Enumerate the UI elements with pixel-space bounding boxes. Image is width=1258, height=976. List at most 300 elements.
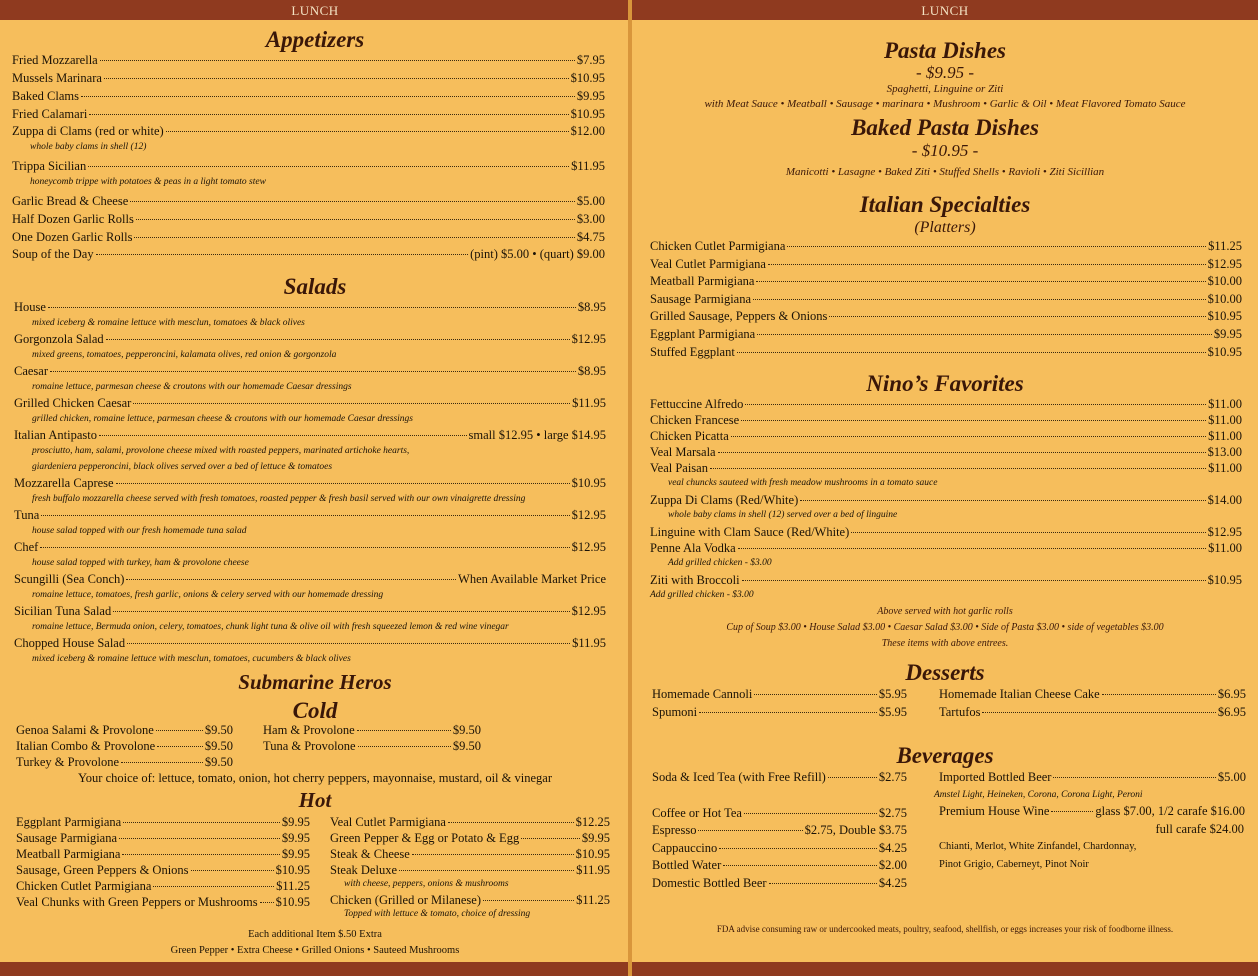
item-name: Half Dozen Garlic Rolls (12, 212, 134, 226)
item-name: Stuffed Eggplant (650, 344, 735, 359)
item-description: house salad topped with our fresh homemade tuna salad (32, 526, 247, 536)
item-name: Mussels Marinara (12, 71, 102, 85)
item-price: $11.95 (572, 396, 606, 410)
lunch-header: LUNCH (0, 0, 630, 20)
menu-item (12, 211, 605, 227)
item-price: $10.95 (570, 107, 605, 121)
item-name: Chicken Picatta (650, 429, 729, 443)
menu-item (650, 308, 1242, 324)
menu-item (263, 722, 481, 738)
item-name: Scungilli (Sea Conch) (14, 572, 125, 586)
item-price: $10.95 (1207, 309, 1242, 324)
menu-item (650, 460, 1242, 476)
dot-leader (104, 78, 569, 79)
pasta-sauces: with Meat Sauce • Meatball • Sausage • marinara • Mushroom • Garlic & Oil • Meat Flavored Tomato Sauce (704, 98, 1186, 110)
menu-item (650, 428, 1242, 444)
menu-item (330, 892, 610, 908)
dot-leader (719, 848, 877, 849)
dot-leader (50, 371, 576, 372)
menu-item (16, 722, 233, 738)
item-name: Baked Clams (12, 89, 80, 103)
menu-item (650, 273, 1242, 289)
italian-specialties-heading: Italian Specialties (859, 192, 1031, 217)
item-name: Imported Bottled Beer (939, 770, 1052, 784)
menu-item (650, 572, 1242, 588)
item-price: $12.95 (571, 540, 606, 554)
dot-leader (744, 813, 877, 814)
item-price: $11.00 (1208, 541, 1242, 555)
item-price: $10.00 (1207, 274, 1242, 289)
item-name: Sausage Parmigiana (650, 291, 752, 306)
item-name: Coffee or Hot Tea (652, 806, 742, 820)
menu-item (12, 246, 605, 262)
item-name: Italian Combo & Provolone (16, 739, 156, 753)
dot-leader (116, 483, 570, 484)
dot-leader (723, 865, 877, 866)
dot-leader (130, 201, 575, 202)
item-price: $12.00 (570, 124, 605, 138)
item-price: $5.95 (878, 687, 907, 701)
item-name: Caesar (14, 364, 49, 378)
item-name: Chicken (Grilled or Milanese) (330, 893, 481, 907)
dot-leader (48, 307, 576, 308)
item-price: $6.95 (1217, 705, 1246, 719)
item-price: $5.00 (576, 194, 605, 208)
dot-leader (412, 854, 574, 855)
item-name: Green Pepper & Egg or Potato & Egg (330, 831, 520, 845)
item-price: small $12.95 • large $14.95 (468, 428, 606, 442)
dot-leader (754, 694, 877, 695)
lunch-header: LUNCH (632, 0, 1258, 20)
favorites-note-1: Above served with hot garlic rolls (877, 606, 1013, 617)
dot-leader (113, 611, 569, 612)
menu-item (263, 738, 481, 754)
menu-item (14, 539, 606, 555)
menu-item (652, 857, 907, 873)
item-price: $4.25 (878, 841, 907, 855)
menu-item (16, 738, 233, 754)
menu-item (650, 492, 1242, 508)
item-price: $11.95 (571, 159, 605, 173)
dot-leader (357, 730, 451, 731)
menu-item (12, 70, 605, 86)
menu-item (652, 840, 907, 856)
item-price: $9.95 (581, 831, 610, 845)
menu-item (650, 326, 1242, 342)
item-name: House (14, 300, 46, 314)
fda-advisory: FDA advise consuming raw or undercooked meats, poultry, seafood, shellfish, or eggs increases your risk of foodborne illness. (716, 924, 1174, 934)
menu-item (12, 52, 605, 68)
menu-item (939, 686, 1246, 702)
menu-item (652, 822, 907, 838)
item-name: Sicilian Tuna Salad (14, 604, 112, 618)
item-name: Tuna & Provolone (263, 739, 356, 753)
menu-item (652, 686, 907, 702)
item-price: $12.95 (1207, 525, 1242, 539)
menu-item (14, 571, 606, 587)
dot-leader (851, 532, 1205, 533)
baked-pasta-price: - $10.95 - (911, 141, 979, 160)
dot-leader (99, 435, 467, 436)
item-name: Meatball Parmigiana (16, 847, 121, 861)
item-price: $12.95 (571, 604, 606, 618)
menu-item (14, 427, 606, 443)
dot-leader (769, 883, 877, 884)
menu-item (16, 894, 310, 910)
wine-list-2: Pinot Grigio, Caberneyt, Pinot Noir (939, 859, 1089, 870)
menu-item (12, 123, 605, 139)
menu-item (16, 878, 310, 894)
item-price: $9.50 (452, 723, 481, 737)
item-price: $9.50 (204, 755, 233, 769)
item-price: $9.95 (281, 815, 310, 829)
item-description: romaine lettuce, tomatoes, fresh garlic, onions & celery served with our homemade dressing (32, 590, 384, 600)
dot-leader (153, 886, 274, 887)
dot-leader (742, 580, 1206, 581)
beer-list: Amstel Light, Heineken, Corona, Corona Light, Peroni (934, 790, 1143, 800)
menu-item (652, 769, 907, 785)
dot-leader (741, 420, 1206, 421)
item-name: Eggplant Parmigiana (650, 327, 756, 341)
item-description: Add grilled chicken - $3.00 (668, 558, 772, 568)
item-name: Turkey & Provolone (16, 755, 120, 769)
dot-leader (737, 352, 1206, 353)
item-price: $11.25 (1208, 239, 1242, 253)
hero-choices: Your choice of: lettuce, tomato, onion, hot cherry peppers, mayonnaise, mustard, oil & vinegar (78, 771, 552, 785)
item-price: $12.25 (575, 815, 610, 829)
item-price: $10.95 (575, 847, 610, 861)
item-price: $10.95 (571, 476, 606, 490)
menu-item (12, 106, 605, 122)
item-name: Soda & Iced Tea (with Free Refill) (652, 770, 826, 784)
item-price: $9.95 (281, 831, 310, 845)
item-price: $9.50 (204, 723, 233, 737)
item-description: mixed iceberg & romaine lettuce with mesclun, tomatoes & black olives (32, 318, 305, 328)
menu-item (650, 291, 1242, 307)
dot-leader (753, 299, 1206, 300)
dot-leader (738, 548, 1206, 549)
dot-leader (521, 838, 580, 839)
item-name: One Dozen Garlic Rolls (12, 230, 133, 244)
item-price: $12.95 (571, 332, 606, 346)
item-name: Chef (14, 540, 39, 554)
menu-item (650, 540, 1242, 556)
item-name: Gorgonzola Salad (14, 332, 104, 346)
menu-item (12, 158, 605, 174)
menu-item (16, 862, 310, 878)
hot-heros-heading: Hot (298, 788, 332, 812)
item-price: $11.25 (576, 893, 610, 907)
menu-item (14, 395, 606, 411)
item-price: $10.95 (570, 71, 605, 85)
ninos-favorites-heading: Nino’s Favorites (866, 371, 1024, 396)
item-description: mixed greens, tomatoes, pepperoncini, kalamata olives, red onion & gorgonzola (32, 350, 337, 360)
item-name: Tartufos (939, 705, 981, 719)
item-name: Garlic Bread & Cheese (12, 194, 129, 208)
dot-leader (1051, 811, 1093, 812)
dot-leader (166, 131, 569, 132)
item-price: $11.00 (1208, 413, 1242, 427)
submarine-heros-heading: Submarine Heros (238, 670, 392, 694)
dot-leader (829, 316, 1205, 317)
item-price: $13.00 (1207, 445, 1242, 459)
baked-pasta-heading: Baked Pasta Dishes (851, 115, 1039, 140)
item-price: $11.95 (572, 636, 606, 650)
item-name: Eggplant Parmigiana (16, 815, 122, 829)
dot-leader (133, 403, 570, 404)
item-name: Chicken Francese (650, 413, 740, 427)
extra-charge: Each additional Item $.50 Extra (248, 929, 382, 940)
item-description: fresh buffalo mozzarella cheese served with fresh tomatoes, roasted pepper & fresh basil served with our own vinaigrette dressing (32, 494, 526, 504)
item-price: $2.00 (878, 858, 907, 872)
item-description: mixed iceberg & romaine lettuce with mesclun, tomatoes, cucumbers & black olives (32, 654, 351, 664)
dot-leader (121, 762, 203, 763)
item-name: Veal Chunks with Green Peppers or Mushrooms (16, 895, 258, 909)
menu-item (650, 412, 1242, 428)
item-name: Chopped House Salad (14, 636, 126, 650)
item-description: romaine lettuce, Bermuda onion, celery, tomatoes, chunk light tuna & olive oil with fresh squeezed lemon & red wine vinegar (32, 622, 509, 632)
item-name: Ziti with Broccoli (650, 573, 740, 587)
dot-leader (156, 730, 203, 731)
menu-item (12, 193, 605, 209)
item-name: Linguine with Clam Sauce (Red/White) (650, 525, 850, 539)
dot-leader (448, 822, 574, 823)
item-price: $11.95 (576, 863, 610, 877)
dot-leader (157, 746, 203, 747)
menu-item (650, 256, 1242, 272)
menu-item (14, 475, 606, 491)
item-name: Cappauccino (652, 841, 718, 855)
menu-item (652, 704, 907, 720)
menu-item (330, 862, 610, 878)
item-price: $4.25 (878, 876, 907, 890)
menu-item (16, 754, 233, 770)
item-price: $10.95 (275, 863, 310, 877)
item-description: giardeniera pepperoncini, black olives served over a bed of lettuce & tomatoes (32, 462, 333, 472)
menu-item (14, 331, 606, 347)
item-price: $11.25 (276, 879, 310, 893)
item-description: prosciutto, ham, salami, provolone cheese mixed with roasted peppers, marinated artichoke hearts, (32, 446, 410, 456)
item-name: Grilled Chicken Caesar (14, 396, 132, 410)
item-name: Sausage, Green Peppers & Onions (16, 863, 189, 877)
dot-leader (89, 114, 568, 115)
menu-item (16, 830, 310, 846)
dot-leader (127, 643, 570, 644)
dot-leader (757, 334, 1212, 335)
platters-subtitle: (Platters) (914, 219, 976, 236)
dot-leader (800, 500, 1205, 501)
menu-item (650, 444, 1242, 460)
item-price: (pint) $5.00 • (quart) $9.00 (470, 247, 605, 261)
dot-leader (40, 547, 569, 548)
item-name: Veal Paisan (650, 461, 708, 475)
dot-leader (768, 264, 1206, 265)
item-name: Mozzarella Caprese (14, 476, 114, 490)
item-name: Penne Ala Vodka (650, 541, 736, 555)
item-name: Veal Marsala (650, 445, 716, 459)
item-name: Meatball Parmigiana (650, 274, 755, 289)
appetizers-heading: Appetizers (265, 27, 365, 52)
item-price: $12.95 (571, 508, 606, 522)
menu-item (330, 814, 610, 830)
dot-leader (731, 436, 1206, 437)
item-name: Chicken Cutlet Parmigiana (650, 239, 786, 253)
item-price: $10.95 (1207, 573, 1242, 587)
item-description: romaine lettuce, parmesan cheese & croutons with our homemade Caesar dressings (32, 382, 352, 392)
menu-item (652, 875, 907, 891)
item-name: Espresso (652, 823, 697, 837)
pasta-types: Spaghetti, Linguine or Ziti (886, 83, 1004, 95)
favorites-note-3: These items with above entrees. (881, 638, 1009, 649)
dot-leader (483, 900, 574, 901)
menu-item (12, 88, 605, 104)
dot-leader (119, 838, 280, 839)
item-description: with cheese, peppers, onions & mushrooms (344, 879, 509, 889)
dot-leader (122, 854, 279, 855)
item-name: Veal Cutlet Parmigiana (330, 815, 446, 829)
item-price: $5.00 (1217, 770, 1246, 784)
menu-item (14, 635, 606, 651)
item-price: glass $7.00, 1/2 carafe $16.00 (1095, 804, 1245, 818)
item-name: Steak Deluxe (330, 863, 397, 877)
item-price: $9.50 (452, 739, 481, 753)
item-price: $12.95 (1207, 256, 1242, 271)
item-name: Zuppa Di Clams (Red/White) (650, 493, 799, 507)
menu-item (650, 396, 1242, 412)
item-price: $4.75 (576, 230, 605, 244)
item-description: whole baby clams in shell (12) served over a bed of linguine (668, 510, 898, 520)
item-price: $10.95 (275, 895, 310, 909)
item-price: $10.00 (1207, 291, 1242, 306)
menu-item (650, 344, 1242, 360)
salads-heading: Salads (283, 274, 347, 299)
dot-leader (1102, 694, 1216, 695)
dot-leader (718, 452, 1206, 453)
wine-list-1: Chianti, Merlot, White Zinfandel, Chardonnay, (939, 841, 1137, 852)
dot-leader (100, 60, 575, 61)
item-price: $7.95 (576, 53, 605, 67)
menu-item (14, 299, 606, 315)
dot-leader (106, 339, 570, 340)
wine-full-carafe: full carafe $24.00 (1155, 822, 1244, 836)
dot-leader (88, 166, 569, 167)
item-name: Fettuccine Alfredo (650, 397, 744, 411)
item-name: Veal Cutlet Parmigiana (650, 256, 766, 271)
item-name: Homemade Cannoli (652, 687, 753, 701)
dot-leader (699, 712, 877, 713)
menu-item (650, 524, 1242, 540)
dot-leader (745, 404, 1206, 405)
item-name: Fried Mozzarella (12, 53, 98, 67)
menu-right-page (632, 0, 1258, 976)
item-name: Trippa Sicilian (12, 159, 87, 173)
item-description: honeycomb trippe with potatoes & peas in a light tomato stew (30, 177, 266, 187)
menu-item (939, 704, 1246, 720)
menu-item (16, 846, 310, 862)
menu-item (14, 507, 606, 523)
dot-leader (126, 579, 456, 580)
item-price: $9.95 (576, 89, 605, 103)
footer-bar (632, 962, 1258, 976)
item-name: Soup of the Day (12, 247, 94, 261)
item-price: $14.00 (1207, 493, 1242, 507)
menu-item (14, 603, 606, 619)
beverages-heading: Beverages (896, 743, 994, 768)
item-price: $10.95 (1207, 344, 1242, 359)
item-name: Homemade Italian Cheese Cake (939, 687, 1100, 701)
menu-item (650, 238, 1242, 254)
item-price: $9.50 (204, 739, 233, 753)
dot-leader (1053, 777, 1215, 778)
extras-list: Green Pepper • Extra Cheese • Grilled Onions • Sauteed Mushrooms (170, 945, 460, 956)
dot-leader (81, 96, 575, 97)
dot-leader (828, 777, 877, 778)
pasta-heading: Pasta Dishes (883, 38, 1007, 63)
menu-item (330, 830, 610, 846)
dot-leader (136, 219, 575, 220)
desserts-heading: Desserts (905, 660, 985, 685)
item-name: Steak & Cheese (330, 847, 410, 861)
item-name: Italian Antipasto (14, 428, 97, 442)
item-price: $2.75 (878, 770, 907, 784)
item-name: Sausage Parmigiana (16, 831, 118, 845)
item-price: $6.95 (1217, 687, 1246, 701)
dot-leader (710, 468, 1206, 469)
item-description: Topped with lettuce & tomato, choice of dressing (344, 909, 531, 919)
item-price: $8.95 (577, 300, 606, 314)
dot-leader (787, 246, 1206, 247)
item-description: grilled chicken, romaine lettuce, parmesan cheese & croutons with our homemade Caesar dressings (32, 414, 413, 424)
item-name: Fried Calamari (12, 107, 88, 121)
dot-leader (134, 237, 574, 238)
item-price: $11.00 (1208, 429, 1242, 443)
menu-item (939, 769, 1246, 785)
item-name: Tuna (14, 508, 40, 522)
item-price: $2.75, Double $3.75 (804, 823, 907, 837)
dot-leader (698, 830, 802, 831)
menu-item (330, 846, 610, 862)
cold-heros-heading: Cold (292, 698, 338, 723)
dot-leader (756, 281, 1205, 282)
dot-leader (41, 515, 569, 516)
item-price: $2.75 (878, 806, 907, 820)
item-description: veal chuncks sauteed with fresh meadow mushrooms in a tomato sauce (668, 478, 938, 488)
item-name: Domestic Bottled Beer (652, 876, 767, 890)
dot-leader (399, 870, 574, 871)
menu-item (16, 814, 310, 830)
menu-item (939, 803, 1245, 819)
item-name: Zuppa di Clams (red or white) (12, 124, 164, 138)
item-description: Add grilled chicken - $3.00 (650, 590, 754, 600)
item-name: Grilled Sausage, Peppers & Onions (650, 309, 828, 324)
pasta-price: - $9.95 - (915, 63, 975, 82)
item-name: Chicken Cutlet Parmigiana (16, 879, 152, 893)
item-description: whole baby clams in shell (12) (30, 142, 147, 152)
item-name: Genoa Salami & Provolone (16, 723, 154, 737)
footer-bar (0, 962, 630, 976)
item-price: $8.95 (577, 364, 606, 378)
dot-leader (358, 746, 451, 747)
dot-leader (982, 712, 1215, 713)
menu-item (12, 229, 605, 245)
favorites-note-2: Cup of Soup $3.00 • House Salad $3.00 • Caesar Salad $3.00 • Side of Pasta $3.00 • side of vegetables $3.00 (726, 622, 1164, 633)
item-price: $3.00 (576, 212, 605, 226)
dot-leader (260, 902, 274, 903)
item-price: When Available Market Price (458, 572, 606, 586)
dot-leader (96, 254, 469, 255)
item-price: $11.00 (1208, 461, 1242, 475)
menu-item (652, 805, 907, 821)
